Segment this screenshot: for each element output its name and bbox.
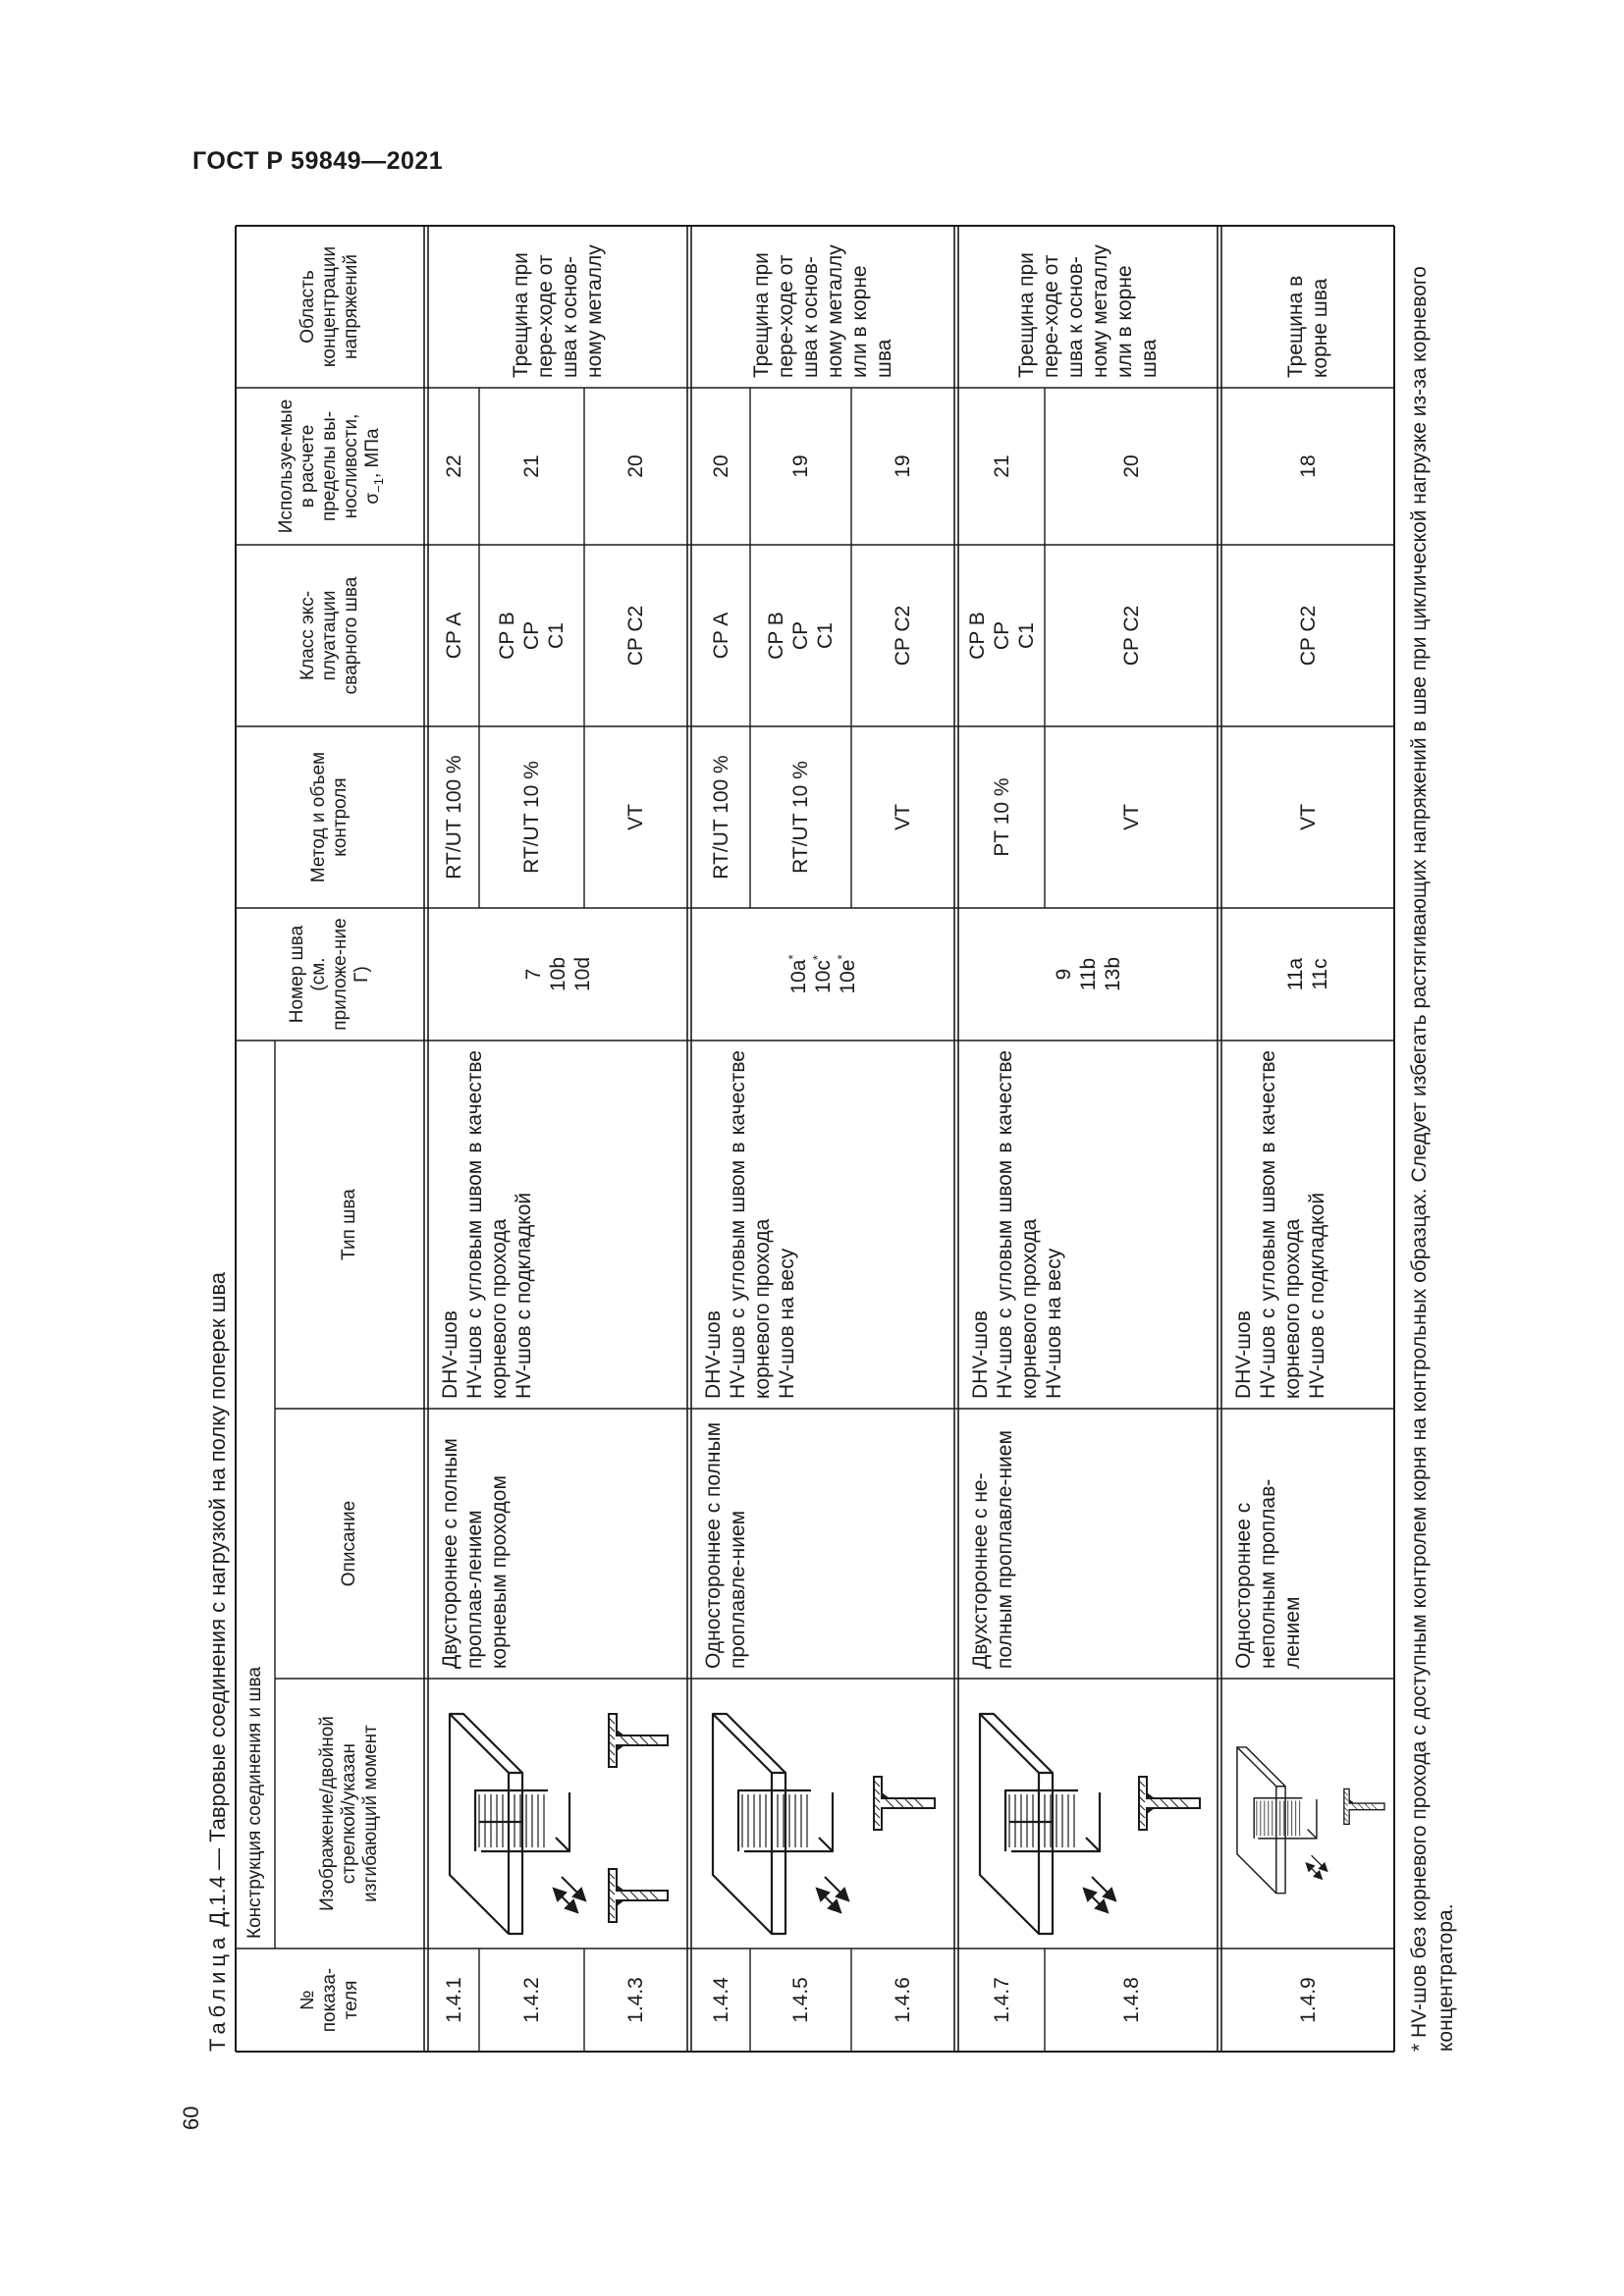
weld-number-list <box>428 908 687 1041</box>
endurance-limit: 20 <box>1119 454 1143 478</box>
control-method: VT <box>892 804 914 830</box>
weld-type: HV-шов с угловым швом в качестве корневого прохода <box>994 1050 1041 1399</box>
weld-type-list <box>691 1041 954 1409</box>
stress-area: Трещина в корне шва <box>1284 275 1331 378</box>
control-method: RT/UT 10 % <box>789 761 812 874</box>
weld-type: HV-шов с угловым швом в качестве корневого прохода <box>727 1050 774 1399</box>
endurance-limit: 20 <box>709 454 732 478</box>
table <box>236 226 1394 2052</box>
header-weld-number: Номер шва (см. приложе-ние Г) <box>287 918 372 1031</box>
weld-number: 11c <box>1309 958 1331 990</box>
control-method: RT/UT 10 % <box>520 761 543 874</box>
header-image: Изображение/двойной стрелкой/указан изгибающий момент <box>317 1716 381 1911</box>
operation-class: CP C2 <box>1119 605 1143 667</box>
weld-type: HV-шов с угловым швом в качестве корневого прохода <box>1257 1050 1304 1399</box>
weld-number-list <box>958 908 1218 1041</box>
document-header: ГОСТ Р 59849—2021 <box>192 147 444 175</box>
weld-number: 11b <box>1076 957 1100 991</box>
weld-type-list <box>428 1041 687 1409</box>
weld-type: DHV-шов <box>702 1310 725 1399</box>
page-number: 60 <box>179 2106 203 2130</box>
control-method: RT/UT 100 % <box>709 755 732 880</box>
weld-type: DHV-шов <box>439 1310 461 1399</box>
table-caption-prefix: Таблица <box>205 1932 230 2052</box>
joint-description: Одностороннее с полным проплавле-нием <box>702 1421 749 1669</box>
header-limit-symbol: $\sigma_{-1}$, МПа <box>362 428 386 505</box>
operation-class: CP B CP C1 <box>496 612 568 660</box>
joint-description: Двухстороннее с не-полным проплавле-нием <box>969 1430 1016 1669</box>
weld-number: 10a* <box>785 954 810 994</box>
weld-type-list <box>958 1041 1218 1409</box>
header-class: Класс экс-плуатации сварного шва <box>298 576 361 695</box>
stress-area: Трещина при пере-ходе от шва к основ-ному металлу или в корне шва <box>1015 244 1161 378</box>
weld-number: 10e* <box>834 954 859 994</box>
header-construction: Конструкция соединения и шва <box>244 1666 265 1939</box>
control-method: RT/UT 100 % <box>442 755 465 880</box>
row-num: 1.4.4 <box>709 1977 732 2023</box>
t-joint-sketch-double-partial <box>962 1684 1214 1942</box>
endurance-limit: 19 <box>892 454 914 478</box>
row-num: 1.4.9 <box>1296 1977 1320 2023</box>
weld-type: HV-шов на весу <box>1043 1248 1065 1399</box>
t-joint-sketch-single-full <box>695 1684 950 1942</box>
operation-class: CP C2 <box>892 605 914 667</box>
header-limit <box>236 388 424 545</box>
joint-description: Одностороннее с неполным проплав-лением <box>1232 1478 1304 1669</box>
endurance-limit: 21 <box>990 454 1013 478</box>
weld-type-list <box>1221 1041 1394 1409</box>
row-num: 1.4.2 <box>520 1977 543 2023</box>
header-limit-text: Используе-мые в расчете пределы вы-носливости, <box>276 399 361 534</box>
weld-type: HV-шов с подкладкой <box>1306 1192 1328 1399</box>
stress-area: Трещина при пере-ходе от шва к основ-ному металлу <box>510 244 606 378</box>
row-num: 1.4.6 <box>892 1977 914 2023</box>
weld-type: HV-шов с подкладкой <box>513 1192 535 1399</box>
endurance-limit: 20 <box>624 454 647 478</box>
weld-number: 9 <box>1052 968 1075 981</box>
row-num: 1.4.3 <box>624 1977 647 2023</box>
weld-type: DHV-шов <box>969 1310 992 1399</box>
table-footnote: * HV-шов без корневого прохода с доступным контролем корня на контрольных образцах. Следует избегать растягивающих напряжений в шве при циклической нагрузке из-за корневого концентратора. <box>1408 266 1457 2052</box>
row-num: 1.4.1 <box>442 1977 465 2023</box>
operation-class: CP C2 <box>624 605 647 667</box>
weld-number: 10d <box>570 956 594 992</box>
operation-class: CP A <box>442 612 465 660</box>
stress-area: Трещина при пере-ходе от шва к основ-ному металлу или в корне шва <box>750 244 895 378</box>
table-caption <box>200 1272 236 2052</box>
weld-number-list <box>691 908 954 1041</box>
endurance-limit: 18 <box>1296 454 1320 478</box>
row-num: 1.4.7 <box>990 1977 1013 2023</box>
weld-type: DHV-шов <box>1232 1310 1255 1399</box>
weld-number: 11a <box>1284 957 1307 991</box>
control-method: PT 10 % <box>990 777 1013 857</box>
rotated-table-page <box>200 226 1467 2052</box>
t-joint-sketch-single-partial <box>1225 1684 1392 1942</box>
header-num: № показа-теля <box>298 1967 361 2033</box>
operation-class: CP A <box>709 612 732 660</box>
row-num: 1.4.8 <box>1119 1977 1143 2023</box>
header-area: Область концентрации напряжений <box>298 245 361 368</box>
operation-class: CP C2 <box>1296 605 1320 667</box>
control-method: VT <box>624 804 647 830</box>
t-joint-sketch-double-full <box>432 1684 683 1942</box>
joint-description: Двустороннее с полным проплав-лением корневым проходом <box>439 1438 511 1669</box>
operation-class: CP B CP C1 <box>765 612 837 660</box>
weld-type: HV-шов с угловым швом в качестве корневого прохода <box>463 1050 511 1399</box>
weld-type: HV-шов на весу <box>776 1248 798 1399</box>
weld-number: 7 <box>521 968 545 981</box>
header-description: Описание <box>339 1500 359 1587</box>
endurance-limit: 22 <box>442 454 465 478</box>
table-caption-text: Д.1.4 — Тавровые соединения с нагрузкой на полку поперек шва <box>205 1271 230 1933</box>
weld-number: 13b <box>1101 956 1124 992</box>
weld-number-list <box>1221 908 1394 1041</box>
header-weld-type: Тип шва <box>339 1189 359 1260</box>
row-num: 1.4.5 <box>789 1977 812 2023</box>
endurance-limit: 21 <box>520 454 543 478</box>
weld-number: 10c* <box>809 955 835 993</box>
header-method: Метод и объем контроля <box>308 751 351 883</box>
control-method: VT <box>1119 804 1143 830</box>
operation-class: CP B CP C1 <box>965 612 1038 660</box>
control-method: VT <box>1296 804 1320 830</box>
weld-number: 10b <box>546 956 569 992</box>
endurance-limit: 19 <box>789 454 812 478</box>
